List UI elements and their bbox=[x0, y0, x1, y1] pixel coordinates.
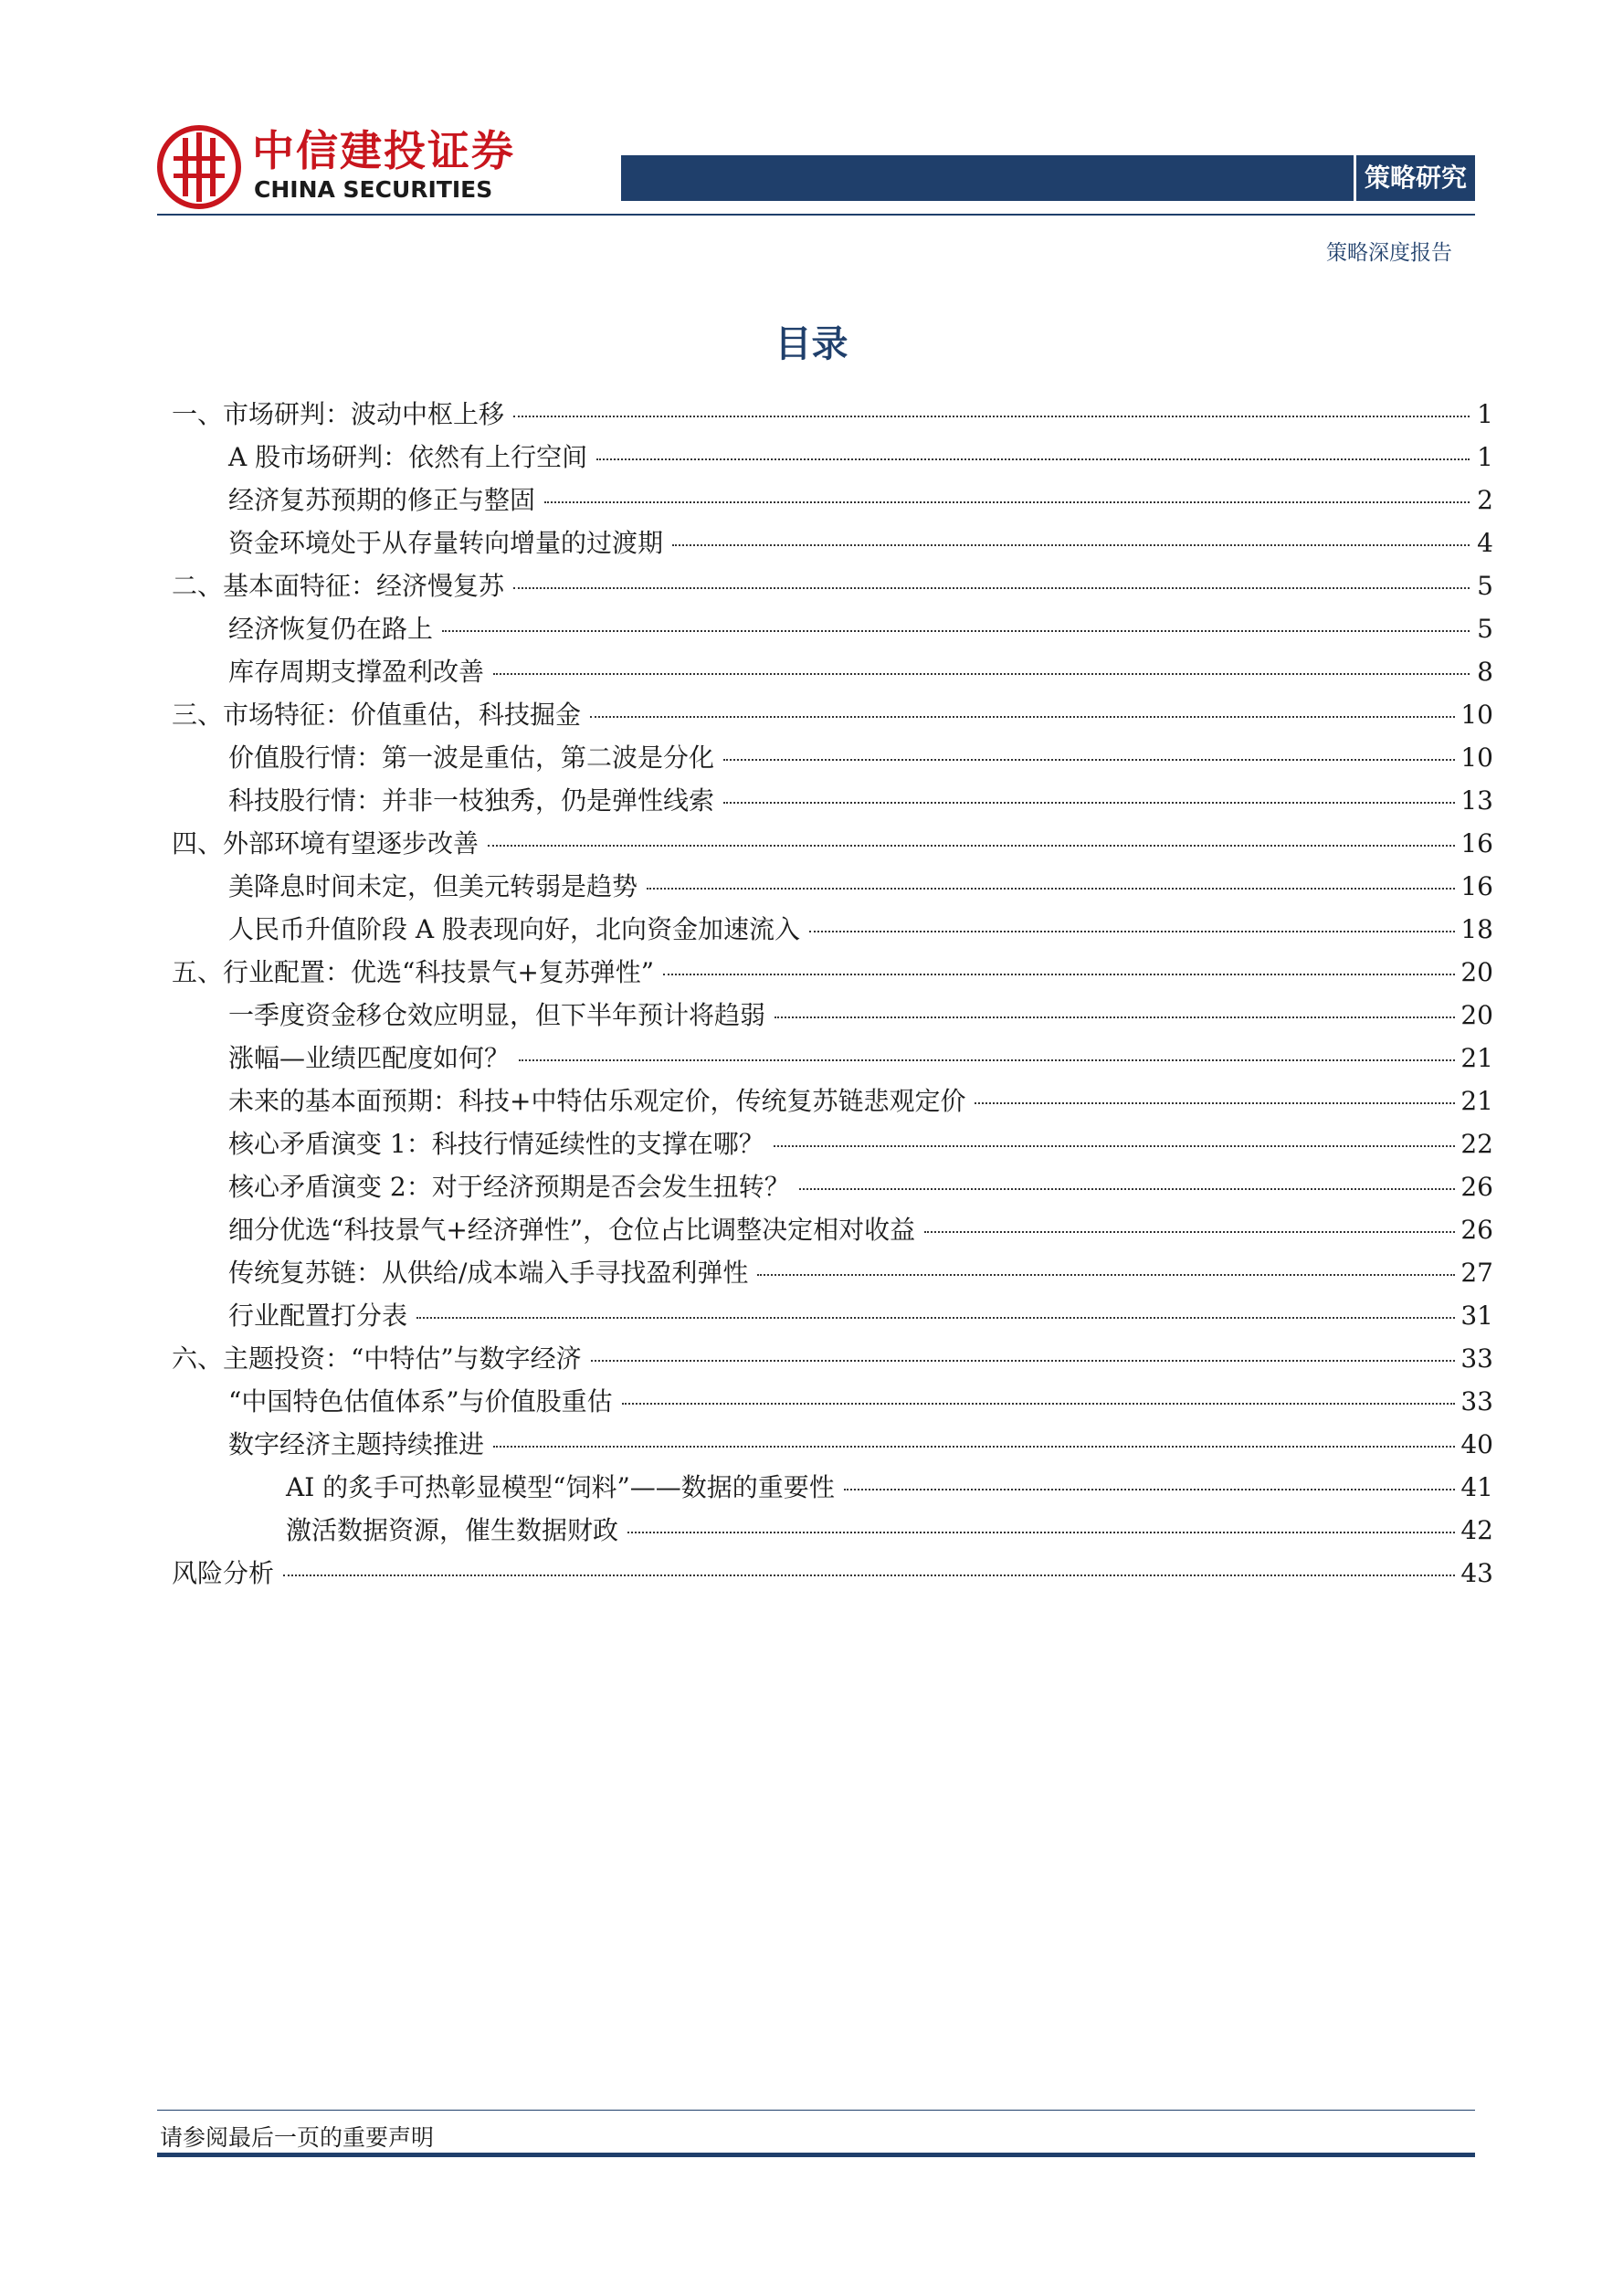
toc-leader-dots bbox=[622, 1403, 1456, 1405]
toc-entry[interactable] bbox=[172, 1251, 1493, 1294]
toc-entry-page: 4 bbox=[1477, 528, 1493, 558]
toc-leader-dots bbox=[924, 1231, 1455, 1233]
toc-entry[interactable] bbox=[172, 650, 1493, 693]
toc-entry-title: 核心矛盾演变 2：对于经济预期是否会发生扭转？ bbox=[228, 1172, 790, 1202]
toc-leader-dots bbox=[809, 931, 1455, 932]
toc-leader-dots bbox=[774, 1145, 1456, 1147]
toc-entry-title: 核心矛盾演变 1：科技行情延续性的支撑在哪？ bbox=[228, 1129, 764, 1159]
toc-entry[interactable] bbox=[172, 1423, 1493, 1466]
logo-chinese-name: 中信建投证券 bbox=[252, 126, 515, 175]
toc-leader-dots bbox=[647, 888, 1455, 890]
toc-entry-page: 1 bbox=[1477, 442, 1493, 472]
toc-entry[interactable] bbox=[172, 908, 1493, 951]
toc-entry-title: 四、外部环境有望逐步改善 bbox=[172, 828, 480, 858]
toc-leader-dots bbox=[844, 1489, 1456, 1490]
toc-entry[interactable] bbox=[172, 1122, 1493, 1165]
footer-notice: 请参阅最后一页的重要声明 bbox=[160, 2124, 435, 2151]
toc-entry[interactable] bbox=[172, 1294, 1493, 1337]
toc-entry[interactable] bbox=[172, 1337, 1493, 1380]
toc-leader-dots bbox=[544, 501, 1470, 503]
toc-entry-page: 10 bbox=[1460, 700, 1493, 730]
toc-entry-page: 33 bbox=[1460, 1386, 1493, 1417]
toc-entry-page: 5 bbox=[1477, 571, 1493, 601]
toc-entry-page: 43 bbox=[1460, 1558, 1493, 1588]
toc-entry-page: 18 bbox=[1460, 914, 1493, 944]
toc-entry[interactable] bbox=[172, 1509, 1493, 1552]
toc-entry-page: 21 bbox=[1460, 1086, 1493, 1116]
toc-entry-title: 六、主题投资：“中特估”与数字经济 bbox=[172, 1343, 582, 1374]
toc-leader-dots bbox=[493, 673, 1470, 675]
toc-title: 目录 bbox=[775, 323, 848, 365]
toc-entry-title: 科技股行情：并非一枝独秀，仍是弹性线索 bbox=[228, 785, 715, 816]
toc-entry[interactable] bbox=[172, 779, 1493, 822]
toc-leader-dots bbox=[672, 544, 1470, 546]
toc-entry-title: 行业配置打分表 bbox=[228, 1301, 408, 1331]
toc-entry-title: 一、市场研判：波动中枢上移 bbox=[172, 399, 505, 429]
toc-entry[interactable] bbox=[172, 1380, 1493, 1423]
china-securities-logo-icon bbox=[157, 125, 241, 209]
toc-entry-page: 42 bbox=[1460, 1515, 1493, 1545]
toc-entry-page: 22 bbox=[1460, 1129, 1493, 1159]
toc-entry-title: 资金环境处于从存量转向增量的过渡期 bbox=[228, 528, 664, 558]
toc-entry-title: “中国特色估值体系”与价值股重估 bbox=[228, 1386, 613, 1417]
toc-entry-page: 27 bbox=[1460, 1258, 1493, 1288]
company-logo bbox=[157, 125, 522, 209]
toc-entry[interactable] bbox=[172, 865, 1493, 908]
toc-entry[interactable] bbox=[172, 521, 1493, 564]
toc-entry-page: 13 bbox=[1460, 785, 1493, 816]
logo-english-name: CHINA SECURITIES bbox=[254, 176, 493, 203]
toc-entry[interactable] bbox=[172, 1080, 1493, 1122]
toc-entry[interactable] bbox=[172, 693, 1493, 736]
toc-entry-title: 价值股行情：第一波是重估，第二波是分化 bbox=[228, 743, 715, 773]
toc-entry-page: 26 bbox=[1460, 1172, 1493, 1202]
toc-entry[interactable] bbox=[172, 607, 1493, 650]
toc-entry-page: 41 bbox=[1460, 1472, 1493, 1502]
toc-entry-title: 库存周期支撑盈利改善 bbox=[228, 657, 485, 687]
toc-entry-title: 风险分析 bbox=[172, 1558, 275, 1588]
toc-entry-title: AI 的炙手可热彰显模型“饲料”——数据的重要性 bbox=[286, 1472, 835, 1502]
toc-entry[interactable] bbox=[172, 436, 1493, 479]
section-label: 策略研究 bbox=[1354, 155, 1475, 201]
table-of-contents bbox=[172, 393, 1493, 1595]
toc-entry-title: 二、基本面特征：经济慢复苏 bbox=[172, 571, 505, 601]
toc-leader-dots bbox=[416, 1317, 1455, 1319]
toc-entry-title: 经济复苏预期的修正与整固 bbox=[228, 485, 536, 515]
toc-leader-dots bbox=[757, 1274, 1455, 1276]
toc-entry[interactable] bbox=[172, 479, 1493, 521]
toc-leader-dots bbox=[723, 759, 1455, 761]
toc-entry-title: 激活数据资源，催生数据财政 bbox=[286, 1515, 619, 1545]
toc-leader-dots bbox=[663, 974, 1455, 975]
header-bar bbox=[621, 155, 1475, 201]
toc-entry-page: 10 bbox=[1460, 743, 1493, 773]
toc-entry-title: A 股市场研判：依然有上行空间 bbox=[228, 442, 588, 472]
toc-entry[interactable] bbox=[172, 564, 1493, 607]
toc-leader-dots bbox=[590, 716, 1455, 718]
toc-leader-dots bbox=[596, 458, 1470, 460]
toc-leader-dots bbox=[799, 1188, 1456, 1190]
toc-entry-page: 31 bbox=[1460, 1301, 1493, 1331]
toc-leader-dots bbox=[775, 1016, 1455, 1018]
toc-entry-title: 一季度资金移仓效应明显，但下半年预计将趋弱 bbox=[228, 1000, 766, 1030]
toc-entry[interactable] bbox=[172, 1208, 1493, 1251]
toc-entry-title: 细分优选“科技景气+经济弹性”，仓位占比调整决定相对收益 bbox=[228, 1215, 916, 1245]
toc-leader-dots bbox=[513, 587, 1470, 589]
toc-entry-page: 21 bbox=[1460, 1043, 1493, 1073]
toc-entry-page: 8 bbox=[1477, 657, 1493, 687]
toc-entry-page: 1 bbox=[1477, 399, 1493, 429]
toc-leader-dots bbox=[442, 630, 1470, 632]
toc-leader-dots bbox=[283, 1575, 1455, 1576]
toc-entry[interactable] bbox=[172, 736, 1493, 779]
toc-leader-dots bbox=[975, 1102, 1455, 1104]
toc-entry-title: 五、行业配置：优选“科技景气+复苏弹性” bbox=[172, 957, 655, 987]
toc-leader-dots bbox=[723, 802, 1455, 804]
toc-entry-page: 16 bbox=[1460, 828, 1493, 858]
toc-entry[interactable] bbox=[172, 822, 1493, 865]
toc-leader-dots bbox=[493, 1446, 1455, 1448]
report-type: 策略深度报告 bbox=[1326, 241, 1452, 265]
toc-leader-dots bbox=[627, 1532, 1455, 1533]
toc-entry-title: 三、市场特征：价值重估，科技掘金 bbox=[172, 700, 582, 730]
toc-entry-title: 涨幅—业绩匹配度如何？ bbox=[228, 1043, 511, 1073]
toc-entry-page: 26 bbox=[1460, 1215, 1493, 1245]
toc-entry-page: 5 bbox=[1477, 614, 1493, 644]
toc-entry-title: 数字经济主题持续推进 bbox=[228, 1429, 485, 1459]
toc-entry[interactable] bbox=[172, 951, 1493, 994]
toc-entry-title: 人民币升值阶段 A 股表现向好，北向资金加速流入 bbox=[228, 914, 801, 944]
toc-entry-title: 美降息时间未定，但美元转弱是趋势 bbox=[228, 871, 638, 901]
toc-leader-dots bbox=[519, 1059, 1455, 1061]
footer-divider bbox=[157, 2110, 1475, 2111]
toc-entry-title: 未来的基本面预期：科技+中特估乐观定价，传统复苏链悲观定价 bbox=[228, 1086, 966, 1116]
toc-entry-page: 2 bbox=[1477, 485, 1493, 515]
toc-leader-dots bbox=[591, 1360, 1456, 1362]
toc-entry[interactable] bbox=[172, 1037, 1493, 1080]
toc-entry[interactable] bbox=[172, 393, 1493, 436]
toc-leader-dots bbox=[488, 845, 1455, 847]
toc-entry[interactable] bbox=[172, 1466, 1493, 1509]
toc-entry[interactable] bbox=[172, 1165, 1493, 1208]
header-divider bbox=[157, 214, 1475, 216]
toc-leader-dots bbox=[513, 416, 1470, 417]
toc-entry-title: 经济恢复仍在路上 bbox=[228, 614, 434, 644]
toc-entry[interactable] bbox=[172, 1552, 1493, 1595]
toc-entry-page: 40 bbox=[1460, 1429, 1493, 1459]
toc-entry[interactable] bbox=[172, 994, 1493, 1037]
toc-entry-title: 传统复苏链：从供给/成本端入手寻找盈利弹性 bbox=[228, 1258, 749, 1288]
toc-entry-page: 33 bbox=[1460, 1343, 1493, 1374]
toc-entry-page: 16 bbox=[1460, 871, 1493, 901]
toc-entry-page: 20 bbox=[1460, 957, 1493, 987]
toc-entry-page: 20 bbox=[1460, 1000, 1493, 1030]
footer-bar bbox=[157, 2153, 1475, 2157]
